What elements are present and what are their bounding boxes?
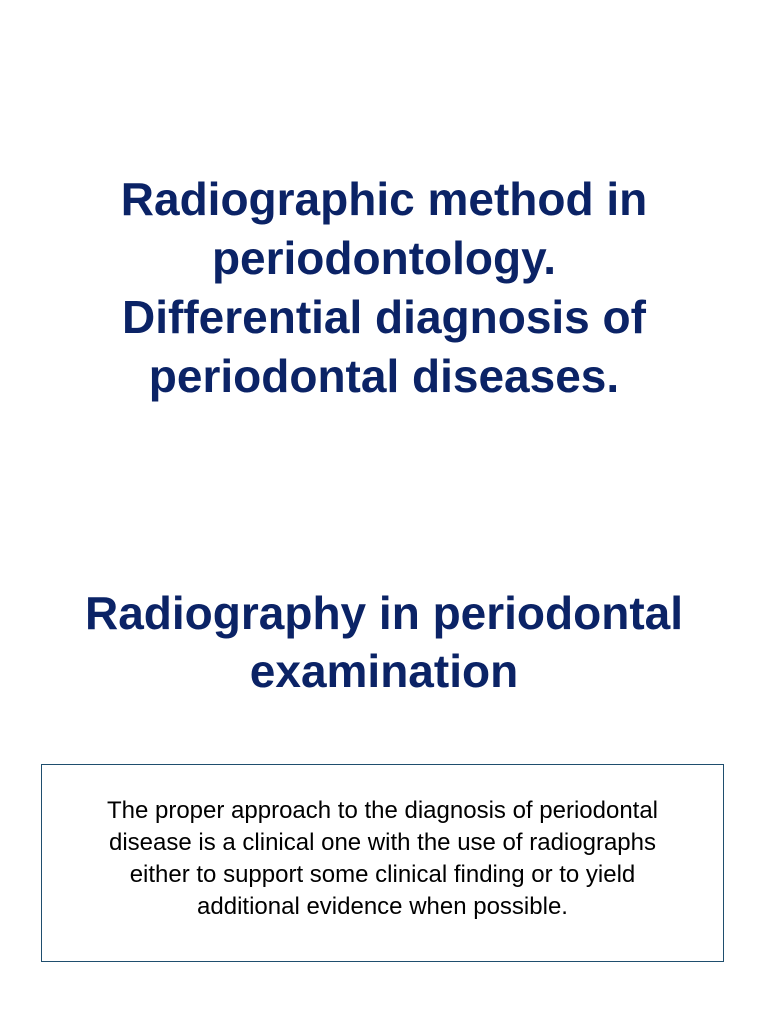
slide-title-line: Radiographic method in [120, 173, 648, 225]
section-heading-line: examination [249, 645, 519, 697]
note-text-line: either to support some clinical finding or to yield [129, 861, 636, 888]
note-box [41, 764, 724, 962]
slide-title-line: periodontal diseases. [148, 350, 620, 402]
note-text [87, 795, 678, 923]
note-text-line: The proper approach to the diagnosis of periodontal [106, 797, 659, 824]
note-text-line: disease is a clinical one with the use of radiographs [109, 829, 656, 856]
slide-title-line: Differential diagnosis of [122, 291, 646, 343]
section-heading-line: Radiography in periodontal [84, 587, 684, 639]
slide-title-line: periodontology. [211, 232, 557, 284]
section-heading [30, 584, 738, 700]
slide-title [40, 170, 728, 406]
note-text-line: additional evidence when possible. [197, 893, 568, 920]
